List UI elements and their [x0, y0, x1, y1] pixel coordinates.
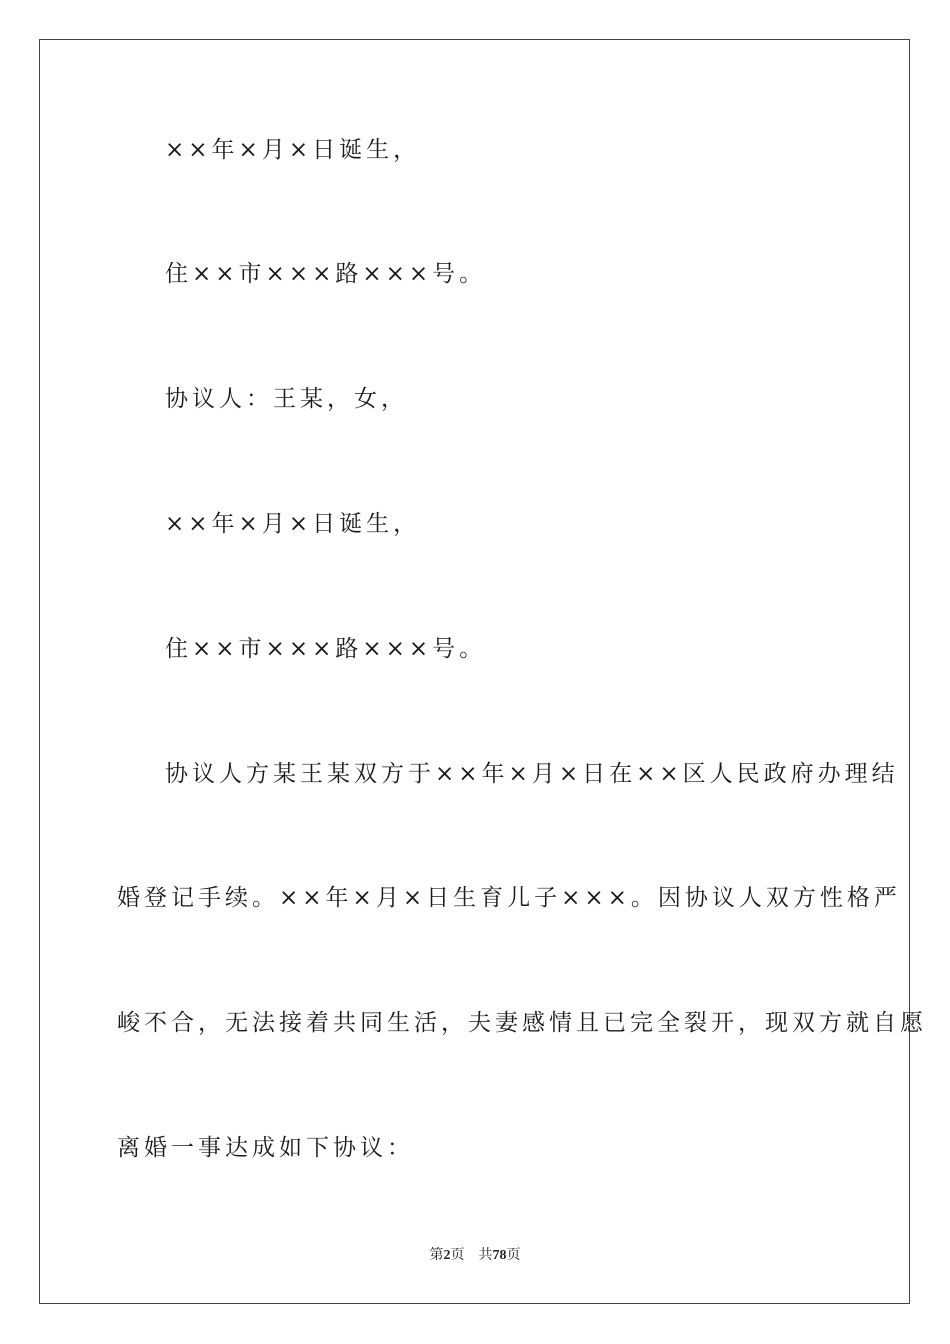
footer-total-prefix: 共 [478, 1248, 493, 1263]
footer-total-suffix: 页 [506, 1248, 521, 1263]
footer-page-suffix: 页 [450, 1248, 465, 1263]
footer-total-pages: 78 [492, 1248, 507, 1263]
text-line-party-wang: 协议人：王某，女， [165, 386, 408, 412]
page-border [39, 39, 910, 1304]
text-line-birth-1: ××年×月×日诞生， [165, 137, 421, 163]
text-line-paragraph-4: 离婚一事达成如下协议： [117, 1135, 414, 1161]
page-footer [0, 1246, 950, 1266]
text-line-paragraph-1: 协议人方某王某双方于××年×月×日在××区人民政府办理结 [165, 761, 899, 787]
text-line-paragraph-3: 峻不合，无法接着共同生活，夫妻感情且已完全裂开，现双方就自愿 [117, 1010, 927, 1036]
footer-page-number: 2 [443, 1248, 451, 1263]
text-line-paragraph-2: 婚登记手续。××年×月×日生育儿子×××。因协议人双方性格严 [117, 885, 901, 911]
text-line-address-2: 住××市×××路×××号。 [165, 636, 487, 662]
text-line-birth-2: ××年×月×日诞生， [165, 511, 421, 537]
footer-page-prefix: 第 [429, 1248, 444, 1263]
text-line-address-1: 住××市×××路×××号。 [165, 261, 487, 287]
